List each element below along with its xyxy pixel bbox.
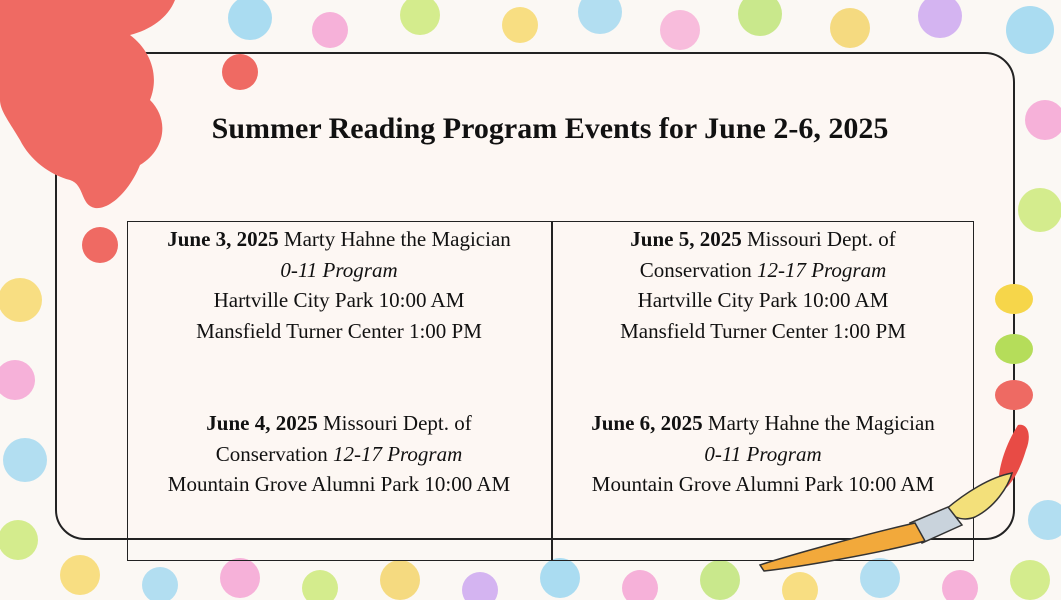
event-location: Hartville City Park 10:00 AM	[213, 288, 465, 312]
event-location: Mansfield Turner Center 1:00 PM	[620, 318, 906, 343]
event-program: 0-11 Program	[280, 257, 398, 282]
paintbrush-icon	[750, 415, 1050, 575]
event-presenter: Missouri Dept. of	[322, 411, 472, 435]
event-date: June 5, 2025	[630, 227, 742, 251]
event-location: Mansfield Turner Center 1:00 PM	[196, 318, 482, 343]
event-june-5	[551, 224, 975, 346]
page-title: Summer Reading Program Events for June 2-6, 2025	[211, 112, 889, 145]
event-program: 0-11 Program	[704, 441, 822, 466]
event-location: Mountain Grove Alumni Park 10:00 AM	[167, 472, 511, 496]
event-location: Hartville City Park 10:00 AM	[637, 288, 889, 312]
event-presenter: Marty Hahne the Magician	[707, 411, 935, 435]
event-program: 12-17 Program	[332, 441, 463, 466]
event-date: June 4, 2025	[206, 411, 318, 435]
event-location: Mountain Grove Alumni Park 10:00 AM	[591, 472, 935, 496]
event-date: June 6, 2025	[591, 411, 703, 435]
event-june-3	[127, 224, 551, 346]
event-presenter: Marty Hahne the Magician	[283, 227, 511, 251]
color-dots	[990, 280, 1040, 415]
event-presenter: Conservation	[639, 257, 752, 282]
event-presenter: Conservation	[215, 441, 328, 466]
event-presenter: Missouri Dept. of	[746, 227, 896, 251]
event-program: 12-17 Program	[756, 257, 887, 282]
event-date: June 3, 2025	[167, 227, 279, 251]
event-june-4	[127, 408, 551, 500]
